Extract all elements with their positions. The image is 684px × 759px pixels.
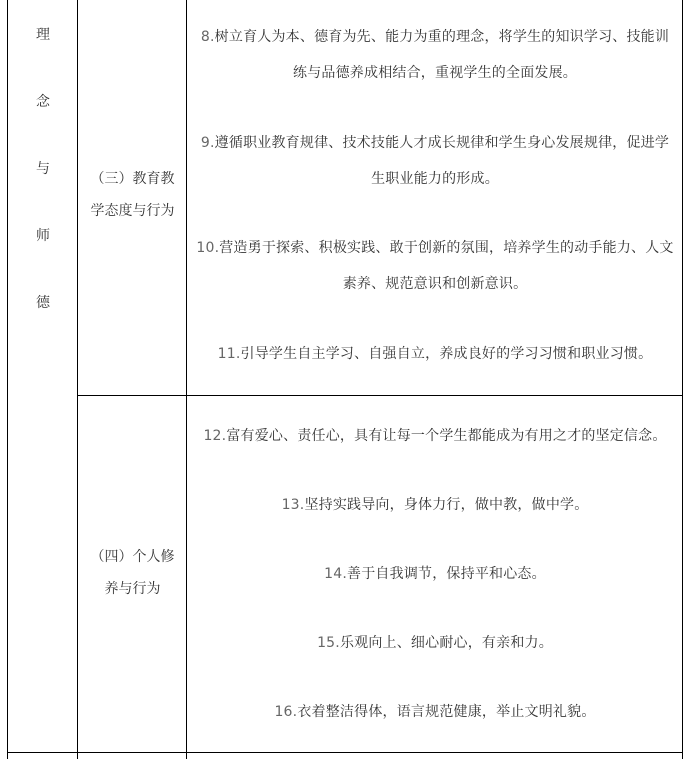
item-number: 10. [196,240,220,256]
item-text: 遵循职业教育规律、技术技能人才成长规律和学生身心发展规律，促进学 [214,135,670,151]
item-text: 富有爱心、责任心，具有让每一个学生都能成为有用之才的坚定信念。 [226,428,667,444]
item-line: 生职业能力的形成。 [371,171,499,187]
item-text: 引导学生自主学习、自强自立，养成良好的学习习惯和职业习惯。 [240,346,653,362]
item-line [188,125,682,161]
standard-item [188,625,682,661]
item-line [188,336,682,372]
table-border-left [7,0,8,759]
item-number: 11. [217,346,241,362]
dimension-char: 理 [36,27,50,43]
table-divider-dimension [77,0,78,759]
item-text: 树立育人为本、德育为先、能力为重的理念，将学生的知识学习、技能训 [214,29,670,45]
item-line [188,19,682,55]
item-text: 衣着整洁得体，语言规范健康，举止文明礼貌。 [297,704,596,720]
dimension-char: 念 [36,94,50,110]
item-line [188,418,682,454]
category-line: 养与行为 [104,581,161,597]
category-label [79,541,186,605]
standard-item [188,19,682,91]
item-line [188,556,682,592]
item-number: 8. [200,29,215,45]
item-line: 练与品德养成相结合，重视学生的全面发展。 [293,65,577,81]
item-text: 营造勇于探索、积极实践、敢于创新的氛围，培养学生的动手能力、人文 [219,240,674,256]
standard-item [188,336,682,372]
item-number: 15. [317,635,340,651]
standard-item [188,694,682,730]
item-line: 素养、规范意识和创新意识。 [342,276,528,292]
category-label [79,163,186,227]
category-line: （三）教育教 [90,171,175,187]
item-number: 16. [274,704,298,720]
item-number: 13. [281,497,305,513]
standard-item [188,230,682,302]
category-line: （四）个人修 [90,549,175,565]
item-text: 乐观向上、细心耐心，有亲和力。 [339,635,553,651]
standard-item [188,125,682,197]
dimension-char: 德 [36,295,50,311]
row-divider-bottom [7,752,683,753]
dimension-char: 与 [36,161,50,177]
item-line [188,230,682,266]
item-number: 12. [203,428,227,444]
item-line [188,625,682,661]
standard-item [188,418,682,454]
category-line: 学态度与行为 [90,203,175,219]
item-line [188,694,682,730]
standard-item [188,556,682,592]
item-text: 坚持实践导向，身体力行，做中教，做中学。 [304,497,589,513]
standard-item [188,487,682,523]
table-divider-category [186,0,187,759]
dimension-char: 师 [36,228,50,244]
item-text: 善于自我调节，保持平和心态。 [347,566,546,582]
item-line [188,487,682,523]
row-divider [77,395,683,396]
item-number: 9. [200,135,215,151]
table-border-right [682,0,683,759]
item-number: 14. [324,566,348,582]
